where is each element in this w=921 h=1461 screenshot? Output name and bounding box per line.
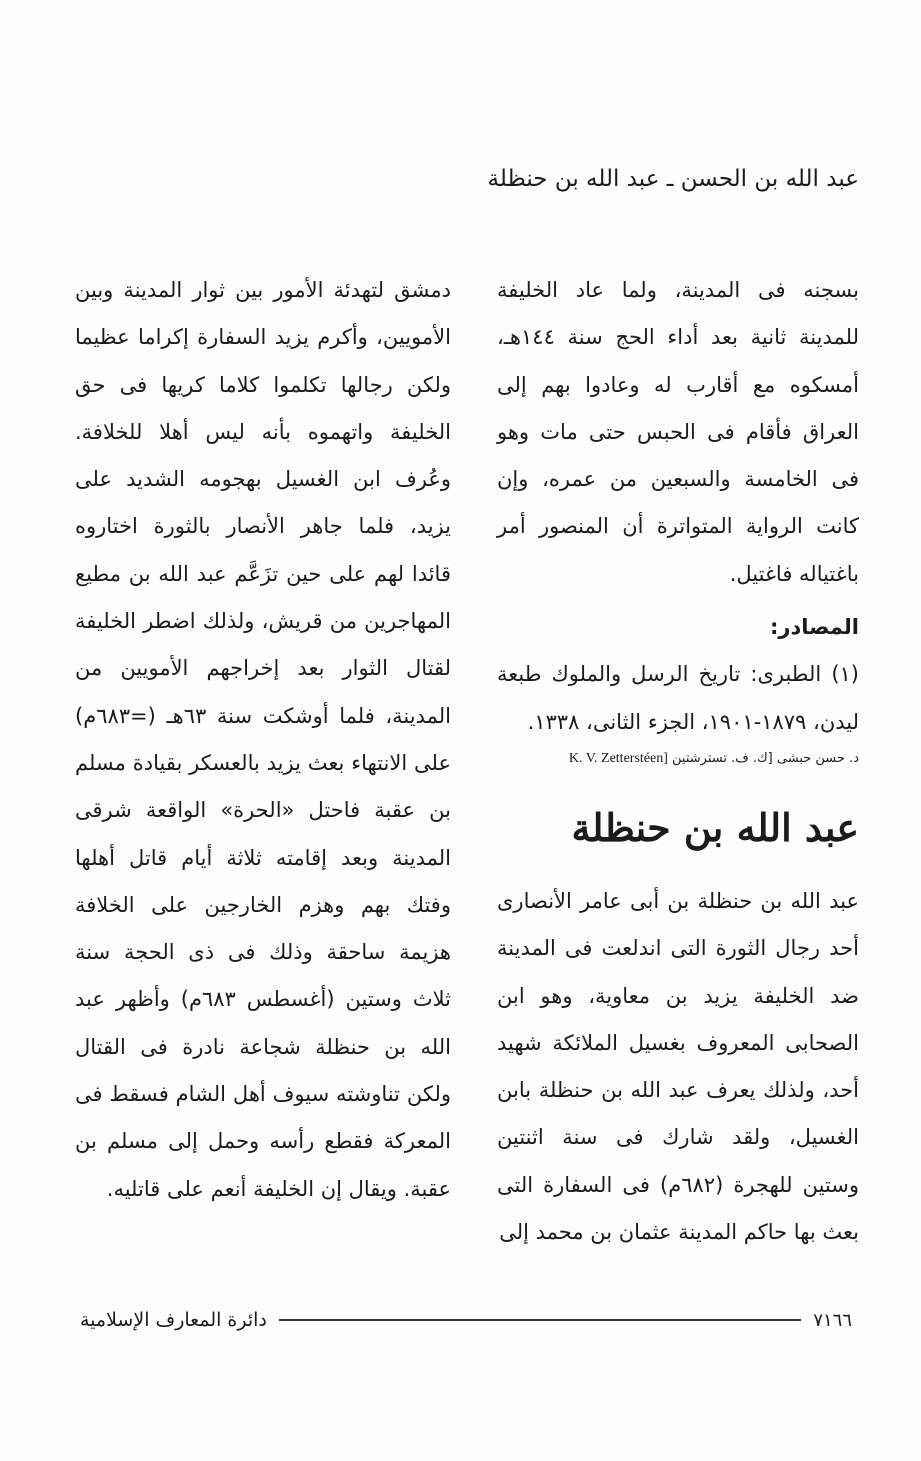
right-column <box>497 267 859 1256</box>
footer-journal-name: دائرة المعارف الإسلامية <box>80 1309 267 1331</box>
running-header: عبد الله بن الحسن ـ عبد الله بن حنظلة <box>487 166 859 192</box>
article-body-continued: دمشق لتهدئة الأمور بين ثوار المدينة وبين الأمويين، وأكرم يزيد السفارة إكراما عظيما ولكن رجالها تكلموا كلاما كريها فى حق الخليفة واتهموه بأنه ليس أهلا للخلافة. وعُرف ابن الغسيل بهجومه الشديد على يزيد، فلما جاهر الأنصار بالثورة اختاروه قائدا لهم على حين تزَعَّم عبد الله بن مطيع المهاجرين من قريش، ولذلك اضطر الخليفة لقتال الثوار بعد إخراجهم الأمويين من المدينة، فلما أوشكت سنة ٦٣هـ (=٦٨٣م) على الانتهاء بعث يزيد بالعسكر بقيادة مسلم بن عقبة فاحتل «الحرة» الواقعة شرقى المدينة وبعد إقامته ثلاثة أيام قاتل أهلها وفتك بهم وهزم الخارجين على الخلافة هزيمة ساحقة وذلك فى ذى الحجة سنة ثلاث وستين (أغسطس ٦٨٣م) وأظهر عبد الله بن حنظلة شجاعة نادرة فى القتال ولكن تناوشته سيوف أهل الشام فسقط فى المعركة فقطع رأسه وحمل إلى مسلم بن عقبة. ويقال إن الخليفة أنعم على قاتليه. <box>75 278 451 1201</box>
signature-arabic: د. حسن حبشى [ك. ف. تسترشتين <box>672 750 859 766</box>
footer-rule <box>279 1319 801 1321</box>
page-footer <box>80 1300 852 1340</box>
article-title: عبد الله بن حنظلة <box>571 804 859 850</box>
article-body-start: عبد الله بن حنظلة بن أبى عامر الأنصارى أحد رجال الثورة التى اندلعت فى المدينة ضد الخليفة يزيد بن معاوية، وهو ابن الصحابى المعروف بغسيل الملائكة شهيد أحد، ولذلك يعرف عبد الله بن حنظلة بابن الغسيل، ولقد شارك فى سنة اثنتين وستين للهجرة (٦٨٢م) فى السفارة التى بعث بها حاكم المدينة عثمان بن محمد إلى <box>497 888 860 1245</box>
page-number: ٧١٦٦ <box>813 1309 852 1331</box>
left-column <box>75 267 451 1213</box>
source-citation: (١) الطبرى: تاريخ الرسل والملوك طبعة ليدن، ١٨٧٩-١٩٠١، الجزء الثانى، ١٣٣٨. <box>497 662 859 734</box>
previous-article-conclusion: بسجنه فى المدينة، ولما عاد الخليفة للمدينة ثانية بعد أداء الحج سنة ١٤٤هـ، أمسكوه مع أقارب له وعادوا بهم إلى العراق فأقام فى الحبس حتى مات وهو فى الخامسة والسبعين من عمره، وإن كانت الرواية المتواترة أن المنصور أمر باغتياله فاغتيل. <box>497 278 859 586</box>
author-signature <box>497 746 859 772</box>
signature-latin: K. V. Zetterstéen] <box>568 750 668 766</box>
sources-heading: المصادر: <box>769 615 859 640</box>
